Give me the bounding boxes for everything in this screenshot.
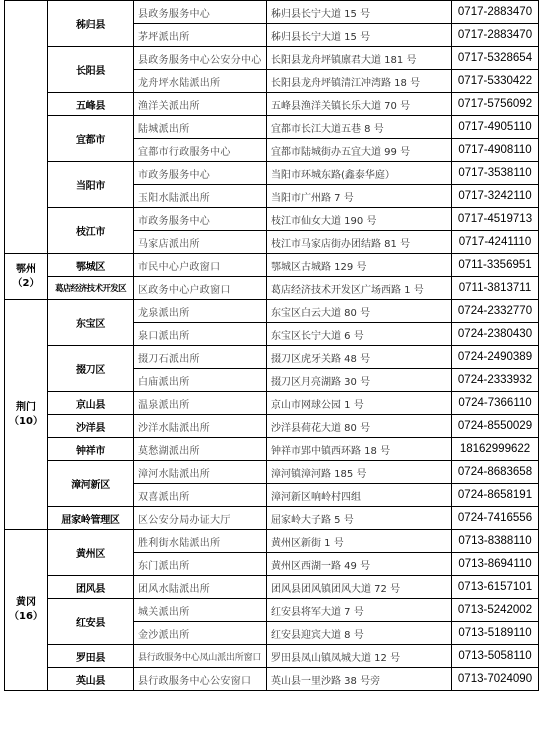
phone-cell: 0717-5756092	[452, 93, 539, 116]
unit-cell: 龙舟坪水陆派出所	[134, 70, 267, 93]
unit-cell: 双喜派出所	[134, 484, 267, 507]
address-cell: 葛店经济技术开发区广场西路 1 号	[267, 277, 452, 300]
table-row	[5, 530, 539, 553]
phone-cell: 0724-2490389	[452, 346, 539, 369]
county-cell: 长阳县	[48, 47, 134, 93]
county-cell: 秭归县	[48, 1, 134, 47]
region-cell	[5, 254, 48, 300]
unit-cell: 渔洋关派出所	[134, 93, 267, 116]
unit-cell: 团风水陆派出所	[134, 576, 267, 599]
county-cell: 宜都市	[48, 116, 134, 162]
address-cell: 黄州区西湖一路 49 号	[267, 553, 452, 576]
county-cell: 东宝区	[48, 300, 134, 346]
table-row	[5, 1, 539, 24]
county-cell: 漳河新区	[48, 461, 134, 507]
phone-cell: 0717-4905110	[452, 116, 539, 139]
unit-cell: 县行政服务中心凤山派出所窗口	[134, 645, 267, 668]
unit-cell: 白庙派出所	[134, 369, 267, 392]
region-name: 荆门	[16, 401, 36, 413]
table-row	[5, 208, 539, 231]
county-cell: 枝江市	[48, 208, 134, 254]
address-cell: 当阳市环城东路(鑫泰华庭）	[267, 162, 452, 185]
unit-cell: 漳河水陆派出所	[134, 461, 267, 484]
phone-cell: 0717-5328654	[452, 47, 539, 70]
phone-cell: 0724-2332770	[452, 300, 539, 323]
phone-cell: 0724-8683658	[452, 461, 539, 484]
unit-cell: 市政务服务中心	[134, 208, 267, 231]
region-cell	[5, 1, 48, 254]
table-row	[5, 645, 539, 668]
address-cell: 掇刀区虎牙关路 48 号	[267, 346, 452, 369]
table-row	[5, 116, 539, 139]
phone-cell: 0713-5058110	[452, 645, 539, 668]
address-cell: 屈家岭大子路 5 号	[267, 507, 452, 530]
unit-cell: 沙洋水陆派出所	[134, 415, 267, 438]
address-cell: 秭归县长宁大道 15 号	[267, 24, 452, 47]
address-cell: 鄂城区古城路 129 号	[267, 254, 452, 277]
phone-cell: 0724-8658191	[452, 484, 539, 507]
address-cell: 京山市网球公园 1 号	[267, 392, 452, 415]
unit-cell: 马家店派出所	[134, 231, 267, 254]
address-cell: 东宝区白云大道 80 号	[267, 300, 452, 323]
address-cell: 当阳市广州路 7 号	[267, 185, 452, 208]
county-cell: 钟祥市	[48, 438, 134, 461]
phone-cell: 0717-3538110	[452, 162, 539, 185]
region-name: 鄂州	[16, 263, 36, 275]
county-cell: 掇刀区	[48, 346, 134, 392]
region-count: （2）	[12, 277, 40, 289]
phone-cell: 0717-3242110	[452, 185, 539, 208]
address-cell: 沙洋县荷花大道 80 号	[267, 415, 452, 438]
address-cell: 五峰县渔洋关镇长乐大道 70 号	[267, 93, 452, 116]
phone-cell: 0713-5242002	[452, 599, 539, 622]
county-cell: 鄂城区	[48, 254, 134, 277]
address-cell: 枝江市马家店街办团结路 81 号	[267, 231, 452, 254]
address-cell: 罗田县凤山镇凤城大道 12 号	[267, 645, 452, 668]
table-row	[5, 415, 539, 438]
unit-cell: 市政务服务中心	[134, 162, 267, 185]
phone-cell: 0717-2883470	[452, 24, 539, 47]
table-row	[5, 507, 539, 530]
address-cell: 长阳县龙舟坪镇清江冲湾路 18 号	[267, 70, 452, 93]
region-count: （10）	[9, 415, 43, 427]
phone-cell: 0713-6157101	[452, 576, 539, 599]
address-cell: 秭归县长宁大道 15 号	[267, 1, 452, 24]
address-cell: 掇刀区月亮湖路 30 号	[267, 369, 452, 392]
region-cell	[5, 530, 48, 691]
unit-cell: 县政务服务中心	[134, 1, 267, 24]
county-cell: 屈家岭管理区	[48, 507, 134, 530]
county-cell: 团风县	[48, 576, 134, 599]
table-row	[5, 438, 539, 461]
address-cell: 黄州区新街 1 号	[267, 530, 452, 553]
table-row	[5, 47, 539, 70]
unit-cell: 掇刀石派出所	[134, 346, 267, 369]
unit-cell: 金沙派出所	[134, 622, 267, 645]
unit-cell: 陆城派出所	[134, 116, 267, 139]
phone-cell: 0713-8388110	[452, 530, 539, 553]
unit-cell: 县政务服务中心公安分中心	[134, 47, 267, 70]
county-cell: 英山县	[48, 668, 134, 691]
address-cell: 团风县团风镇团风大道 72 号	[267, 576, 452, 599]
phone-cell: 0724-2333932	[452, 369, 539, 392]
address-cell: 漳河镇漳河路 185 号	[267, 461, 452, 484]
phone-cell: 0711-3356951	[452, 254, 539, 277]
region-cell	[5, 300, 48, 530]
table-row	[5, 668, 539, 691]
unit-cell: 区政务中心户政窗口	[134, 277, 267, 300]
address-cell: 红安县迎宾大道 8 号	[267, 622, 452, 645]
address-cell: 英山县一里沙路 38 号旁	[267, 668, 452, 691]
office-table	[4, 0, 539, 691]
county-cell: 葛店经济技术开发区	[48, 277, 134, 300]
address-cell: 宜都市长江大道五巷 8 号	[267, 116, 452, 139]
unit-cell: 泉口派出所	[134, 323, 267, 346]
table-row	[5, 254, 539, 277]
table-row	[5, 346, 539, 369]
address-cell: 红安县将军大道 7 号	[267, 599, 452, 622]
unit-cell: 茅坪派出所	[134, 24, 267, 47]
address-cell: 宜都市陆城街办五宜大道 99 号	[267, 139, 452, 162]
county-cell: 黄州区	[48, 530, 134, 576]
address-cell: 长阳县龙舟坪镇廪君大道 181 号	[267, 47, 452, 70]
county-cell: 罗田县	[48, 645, 134, 668]
county-cell: 当阳市	[48, 162, 134, 208]
region-name: 黄冈	[16, 597, 36, 608]
phone-cell: 0711-3813711	[452, 277, 539, 300]
unit-cell: 温泉派出所	[134, 392, 267, 415]
unit-cell: 城关派出所	[134, 599, 267, 622]
phone-cell: 0713-7024090	[452, 668, 539, 691]
address-cell: 枝江市仙女大道 190 号	[267, 208, 452, 231]
phone-cell: 0717-4241110	[452, 231, 539, 254]
phone-cell: 18162999622	[452, 438, 539, 461]
unit-cell: 东门派出所	[134, 553, 267, 576]
table-row	[5, 599, 539, 622]
unit-cell: 市民中心户政窗口	[134, 254, 267, 277]
phone-cell: 0717-4908110	[452, 139, 539, 162]
county-cell: 红安县	[48, 599, 134, 645]
county-cell: 京山县	[48, 392, 134, 415]
unit-cell: 县行政服务中心公安窗口	[134, 668, 267, 691]
phone-cell: 0724-7416556	[452, 507, 539, 530]
unit-cell: 龙泉派出所	[134, 300, 267, 323]
region-count: （16）	[9, 611, 43, 622]
table-row	[5, 392, 539, 415]
unit-cell: 宜都市行政服务中心	[134, 139, 267, 162]
address-cell: 漳河新区响岭村四组	[267, 484, 452, 507]
phone-cell: 0713-8694110	[452, 553, 539, 576]
unit-cell: 莫愁湖派出所	[134, 438, 267, 461]
phone-cell: 0724-2380430	[452, 323, 539, 346]
table-row	[5, 162, 539, 185]
phone-cell: 0717-5330422	[452, 70, 539, 93]
phone-cell: 0724-7366110	[452, 392, 539, 415]
table-row	[5, 277, 539, 300]
phone-cell: 0717-2883470	[452, 1, 539, 24]
table-row	[5, 576, 539, 599]
address-cell: 东宝区长宁大道 6 号	[267, 323, 452, 346]
address-cell: 钟祥市郢中镇西环路 18 号	[267, 438, 452, 461]
table-row	[5, 300, 539, 323]
county-cell: 五峰县	[48, 93, 134, 116]
unit-cell: 胜利街水陆派出所	[134, 530, 267, 553]
phone-cell: 0724-8550029	[452, 415, 539, 438]
table-row	[5, 461, 539, 484]
county-cell: 沙洋县	[48, 415, 134, 438]
unit-cell: 区公安分局办证大厅	[134, 507, 267, 530]
unit-cell: 玉阳水陆派出所	[134, 185, 267, 208]
phone-cell: 0717-4519713	[452, 208, 539, 231]
phone-cell: 0713-5189110	[452, 622, 539, 645]
table-row	[5, 93, 539, 116]
